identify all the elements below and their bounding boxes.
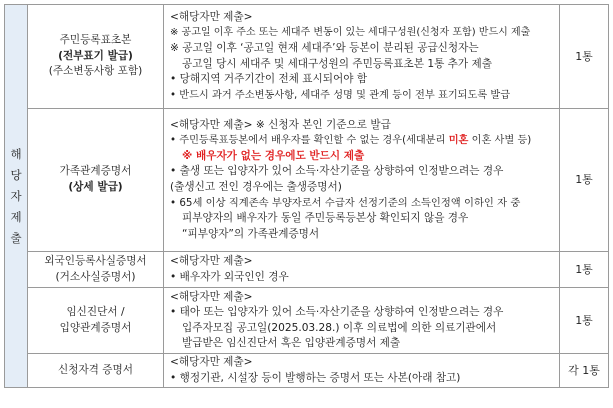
desc-heading: <해당자만 제출>	[170, 10, 253, 23]
doc-sub-note: (주소변동사항 포함)	[48, 65, 143, 78]
desc-line: 피부양자의 배우자가 동일 주민등록등본상 확인되지 않을 경우	[182, 212, 469, 225]
doc-description-cell	[164, 109, 560, 252]
desc-line: • 반드시 과거 주소변동사항, 세대주 성명 및 관계 등이 전부 표기되도록 발급	[170, 89, 511, 101]
desc-line: • 65세 이상 직계존속 부양자로서 수급자 선정기준의 소득인정액 이하인 자 중	[170, 196, 521, 209]
desc-heading: <해당자만 제출>	[170, 255, 253, 267]
side-category-label	[5, 5, 28, 388]
doc-issue-note: (전부표기 발급)	[58, 49, 133, 62]
qty-cell: 각 1통	[560, 354, 609, 388]
doc-name-cell	[28, 109, 164, 252]
desc-line: • 출생 또는 입양자가 있어 소득·자산기준을 상향하여 인정받으려는 경우	[170, 165, 504, 178]
doc-description-cell	[164, 354, 560, 388]
doc-name: 외국인등록사실증명서	[44, 255, 147, 267]
doc-name: 신청자격 증명서	[57, 363, 133, 376]
table-row	[5, 5, 609, 109]
desc-text: 이혼 사별 등)	[468, 135, 532, 147]
qty-cell: 1통	[560, 5, 609, 109]
desc-line: • 당해지역 거주기간이 전체 표시되어야 함	[170, 73, 368, 86]
document-requirements-table	[4, 4, 609, 388]
doc-name-cell	[28, 5, 164, 109]
qty-cell: 1통	[560, 288, 609, 354]
highlight-text: 미혼	[448, 135, 469, 147]
desc-heading: <해당자만 제출>	[170, 290, 253, 303]
doc-name-cell	[28, 252, 164, 288]
side-char: 출	[10, 230, 22, 245]
desc-line	[170, 133, 553, 149]
table-row	[5, 252, 609, 288]
doc-name: 입양관계증명서	[59, 321, 132, 334]
doc-description-cell	[164, 252, 560, 288]
desc-line: ※ 공고일 이후 ‘공고일 현재 세대주’와 등본이 분리된 공급신청자는	[170, 41, 479, 54]
doc-sub-note: (거소사실증명서)	[55, 270, 136, 283]
desc-line: • 행정기관, 시설장 등이 발행하는 증명서 또는 사본(아래 참고)	[170, 371, 461, 384]
desc-line: 입주자모집 공고일(2025.03.28.) 이후 의료법에 의한 의료기관에서	[182, 321, 497, 334]
doc-name: 주민등록표초본	[59, 34, 132, 47]
side-char: 당	[10, 167, 22, 182]
desc-text: • 주민등록표등본에서 배우자를 확인할 수 없는 경우(세대분리	[170, 135, 449, 147]
qty-cell: 1통	[560, 109, 609, 252]
doc-name: 가족관계증명서	[59, 165, 132, 178]
qty-cell: 1통	[560, 252, 609, 288]
desc-line: 공고일 당시 세대주 및 세대구성원의 주민등록표초본 1통 추가 제출	[182, 57, 492, 70]
doc-name: 임신진단서 /	[66, 306, 125, 319]
table-row	[5, 354, 609, 388]
side-char: 제	[10, 209, 22, 224]
side-char: 자	[10, 188, 22, 203]
side-char: 해	[10, 146, 22, 161]
warning-line: ※ 배우자가 없는 경우에도 반드시 제출	[182, 149, 365, 162]
desc-line: “피부양자”의 가족관계증명서	[182, 227, 320, 240]
desc-line: (출생신고 전인 경우에는 출생증명서)	[170, 181, 342, 193]
desc-line: ※ 공고일 이후 주소 또는 세대주 변동이 있는 세대구성원(신청자 포함) 반드시 제출	[170, 27, 531, 39]
doc-description-cell	[164, 288, 560, 354]
desc-heading: <해당자만 제출> ※ 신청자 본인 기준으로 발급	[170, 118, 391, 131]
doc-issue-note: (상세 발급)	[68, 181, 123, 193]
doc-name-cell	[28, 354, 164, 388]
doc-description-cell	[164, 5, 560, 109]
table-row	[5, 109, 609, 252]
table-row	[5, 288, 609, 354]
doc-name-cell	[28, 288, 164, 354]
desc-line: • 배우자가 외국인인 경우	[170, 270, 289, 283]
desc-line: • 태아 또는 입양자가 있어 소득·자산기준을 상향하여 인정받으려는 경우	[170, 306, 504, 319]
desc-line: 발급받은 임신진단서 혹은 입양관계증명서 제출	[182, 337, 401, 350]
desc-heading: <해당자만 제출>	[170, 356, 253, 369]
